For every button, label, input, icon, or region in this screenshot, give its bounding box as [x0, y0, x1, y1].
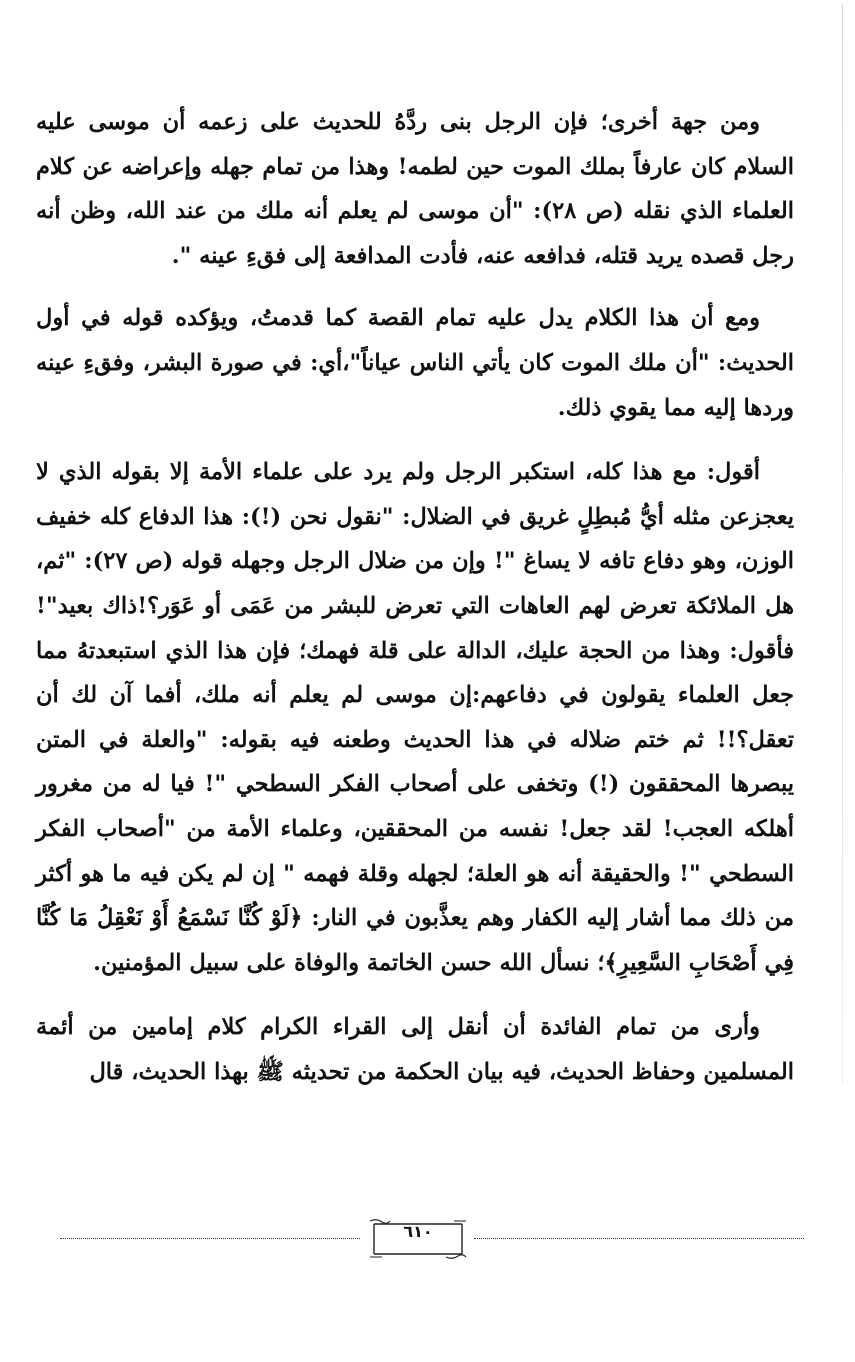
- body-text: [36, 100, 794, 1094]
- footer-rule-left: [60, 1238, 360, 1239]
- paragraph-4: وأرى من تمام الفائدة أن أنقل إلى القراء الكرام كلام إمامين من أئمة المسلمين وحفاظ الحديث، فيه بيان الحكمة من تحديثه ﷺ بهذا الحديث، قال: [36, 1014, 794, 1085]
- paragraph-2: ومع أن هذا الكلام يدل عليه تمام القصة كما قدمتُ، ويؤكده قوله في أول الحديث: "أن ملك الموت كان يأتي الناس عياناً"،أي: في صورة البشر، وفقءِ عينه وردها إليه مما يقوي ذلك.: [36, 305, 794, 421]
- page-number: ٦١٠: [403, 1222, 433, 1241]
- footer-rule-right: [474, 1238, 804, 1239]
- paragraph-3: أقول: مع هذا كله، استكبر الرجل ولم يرد على علماء الأمة إلا بقوله الذي لا يعجزعن مثله أيُّ مُبطِلٍ غريق في الضلال: "نقول نحن (!): هذا الدفاع كله خفيف الوزن، وهو دفاع تافه لا يساغ "! وإن من ضلال الرجل وجهله قوله (ص ٢٧): "ثم، هل الملائكة تعرض لهم العاهات التي تعرض للبشر من عَمَى أو عَوَر؟!ذاك بعيد"! فأقول: وهذا من الحجة عليك، الدالة على قلة فهمك؛ فإن هذا الذي استبعدتهُ مما جعل العلماء يقولون في دفاعهم:إن موسى لم يعلم أنه ملك، أفما آن لك أن تعقل؟!! ثم ختم ضلاله في هذا الحديث وطعنه فيه بقوله: "والعلة في المتن يبصرها المحققون (!) وتخفى على أصحاب الفكر السطحي "! فيا له من مغرور أهلكه العجب! لقد جعل! نفسه من المحققين، وعلماء الأمة من "أصحاب الفكر السطحي "! والحقيقة أنه هو العلة؛ لجهله وقلة فهمه " إن لم يكن فيه ما هو أكثر من ذلك مما أشار إليه الكفار وهم يعذَّبون في النار: ﴿لَوْ كُنَّا نَسْمَعُ أَوْ نَعْقِلُ مَا كُنَّا فِي أَصْحَابِ السَّعِيرِ﴾؛ نسأل الله حسن الخاتمة والوفاة على سبيل المؤمنين.: [36, 459, 794, 976]
- scan-edge-shadow: [842, 4, 843, 1084]
- page-number-frame: [366, 1218, 470, 1260]
- page-footer: [60, 1216, 804, 1266]
- paragraph-1: ومن جهة أخرى؛ فإن الرجل بنى ردَّهُ للحديث على زعمه أن موسى عليه السلام كان عارفاً بملك الموت حين لطمه! وهذا من تمام جهله وإعراضه عن كلام العلماء الذي نقله (ص ٢٨): "أن موسى لم يعلم أنه ملك من عند الله، وظن أنه رجل قصده يريد قتله، فدافعه عنه، فأدت المدافعة إلى فقءِ عينه ".: [36, 109, 794, 269]
